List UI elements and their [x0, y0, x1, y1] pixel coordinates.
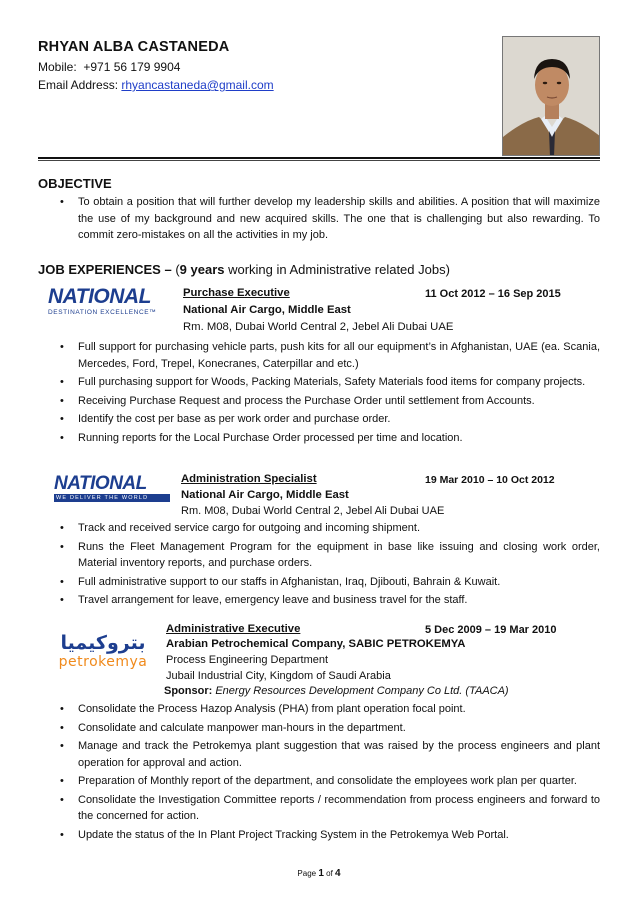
job-position: Purchase Executive	[183, 287, 290, 299]
sponsor-name: Energy Resources Development Company Co Ltd. (TAACA)	[215, 685, 509, 697]
duty-item: • Running reports for the Local Purchase Order processed per time and location.	[60, 430, 600, 447]
job-dates: 19 Mar 2010 – 10 Oct 2012	[425, 474, 555, 486]
experience-summary: working in Administrative related Jobs)	[224, 262, 450, 277]
petrokemya-logo-arabic: بتروكيميا	[60, 632, 146, 654]
duty-item: • Update the status of the In Plant Project Tracking System in the Petrokemya Web Portal.	[60, 827, 600, 844]
job-company: National Air Cargo, Middle East	[181, 489, 349, 501]
profile-photo-image	[503, 37, 600, 156]
duty-item: • Manage and track the Petrokemya plant suggestion that was raised by the process engineers and plant operation for approval and action.	[60, 738, 600, 771]
job-address: Rm. M08, Dubai World Central 2, Jebel Ali Dubai UAE	[183, 321, 454, 333]
duty-item: • Consolidate the Process Hazop Analysis (PHA) from plant operation focal point.	[60, 701, 600, 718]
job-duties	[60, 520, 600, 611]
duty-item: • Full administrative support to our staffs in Afghanistan, Iraq, Djibouti, Bahrain & Kuwait.	[60, 574, 600, 591]
job-position: Administrative Executive	[166, 623, 301, 635]
profile-photo	[502, 36, 600, 156]
duty-item: • Preparation of Monthly report of the department, and consolidate the employees work plan per quarter.	[60, 773, 600, 790]
duty-item: • Consolidate and calculate manpower man-hours in the department.	[60, 720, 600, 737]
duty-item: • Full purchasing support for Woods, Packing Materials, Safety Materials food items for company projects.	[60, 374, 600, 391]
job-company: Arabian Petrochemical Company, SABIC PETROKEMYA	[166, 638, 466, 650]
page-footer	[0, 868, 638, 879]
sponsor-label: Sponsor:	[164, 685, 213, 697]
job-position: Administration Specialist	[181, 473, 317, 485]
job-duties	[60, 339, 600, 448]
petrokemya-logo-latin: petrokemya	[58, 654, 148, 670]
petrokemya-logo	[50, 632, 156, 676]
national-logo	[54, 474, 170, 504]
header-divider	[38, 157, 600, 159]
candidate-name: RHYAN ALBA CASTANEDA	[38, 39, 230, 55]
job-dates: 5 Dec 2009 – 19 Mar 2010	[425, 624, 557, 636]
email-line	[38, 78, 274, 92]
duty-item: • Track and received service cargo for outgoing and incoming shipment.	[60, 520, 600, 537]
duty-item: • Receiving Purchase Request and process the Purchase Order until settlement from Accounts.	[60, 393, 600, 410]
of-label: of	[326, 869, 333, 878]
experience-open: (	[175, 262, 180, 277]
job-address: Jubail Industrial City, Kingdom of Saudi Arabia	[166, 670, 391, 682]
experience-title: JOB EXPERIENCES	[38, 262, 161, 277]
page-total: 4	[335, 868, 341, 879]
job-duties	[60, 701, 600, 845]
header-divider-thin	[38, 160, 600, 161]
job-department: Process Engineering Department	[166, 654, 329, 666]
page-label: Page	[297, 869, 317, 878]
national-logo-wordmark: NATIONAL	[48, 285, 151, 308]
duty-item: • Runs the Fleet Management Program for the equipment in base like issuing and closing work order, Material inventory reports, and purchase orders.	[60, 539, 600, 572]
objective-text: • To obtain a position that will further develop my leadership skills and abilities. A position that will maximize the use of my background and new acquired skills. The one that is challenging but also rewarding. To commit zero-mistakes on all the activities in my job.	[60, 194, 600, 244]
objective-heading: OBJECTIVE	[38, 176, 112, 191]
duty-item: • Full support for purchasing vehicle parts, push kits for all our equipment’s in Afghanistan, UAE (ea. Scania, Mercedes, Ford, Trepel, Konecranes, Caterpillar and etc.)	[60, 339, 600, 372]
job-dates: 11 Oct 2012 – 16 Sep 2015	[425, 288, 561, 300]
job-address: Rm. M08, Dubai World Central 2, Jebel Ali Dubai UAE	[181, 505, 445, 517]
experience-years: 9 years	[179, 262, 225, 277]
national-logo-tagline: DESTINATION EXCELLENCE™	[48, 309, 157, 316]
mobile-line	[38, 60, 180, 74]
experience-dash: –	[164, 262, 172, 277]
experience-heading	[38, 262, 450, 277]
national-logo	[48, 286, 176, 320]
job-sponsor	[164, 685, 509, 697]
national-logo-tagline: WE DELIVER THE WORLD	[54, 494, 170, 502]
objective-list	[60, 194, 600, 246]
mobile-label: Mobile:	[38, 60, 77, 74]
mobile-number: +971 56 179 9904	[83, 60, 181, 74]
duty-item: • Consolidate the Investigation Committee reports / recommendation from process engineers and forward to the concerned for action.	[60, 792, 600, 825]
national-logo-wordmark: NATIONAL	[54, 473, 147, 494]
duty-item: • Travel arrangement for leave, emergency leave and business travel for the staff.	[60, 592, 600, 609]
email-label: Email Address:	[38, 78, 119, 92]
job-company: National Air Cargo, Middle East	[183, 304, 351, 316]
email-link[interactable]: rhyancastaneda@gmail.com	[121, 78, 274, 92]
duty-item: • Identify the cost per base as per work order and purchase order.	[60, 411, 600, 428]
page-number: 1	[318, 868, 324, 879]
